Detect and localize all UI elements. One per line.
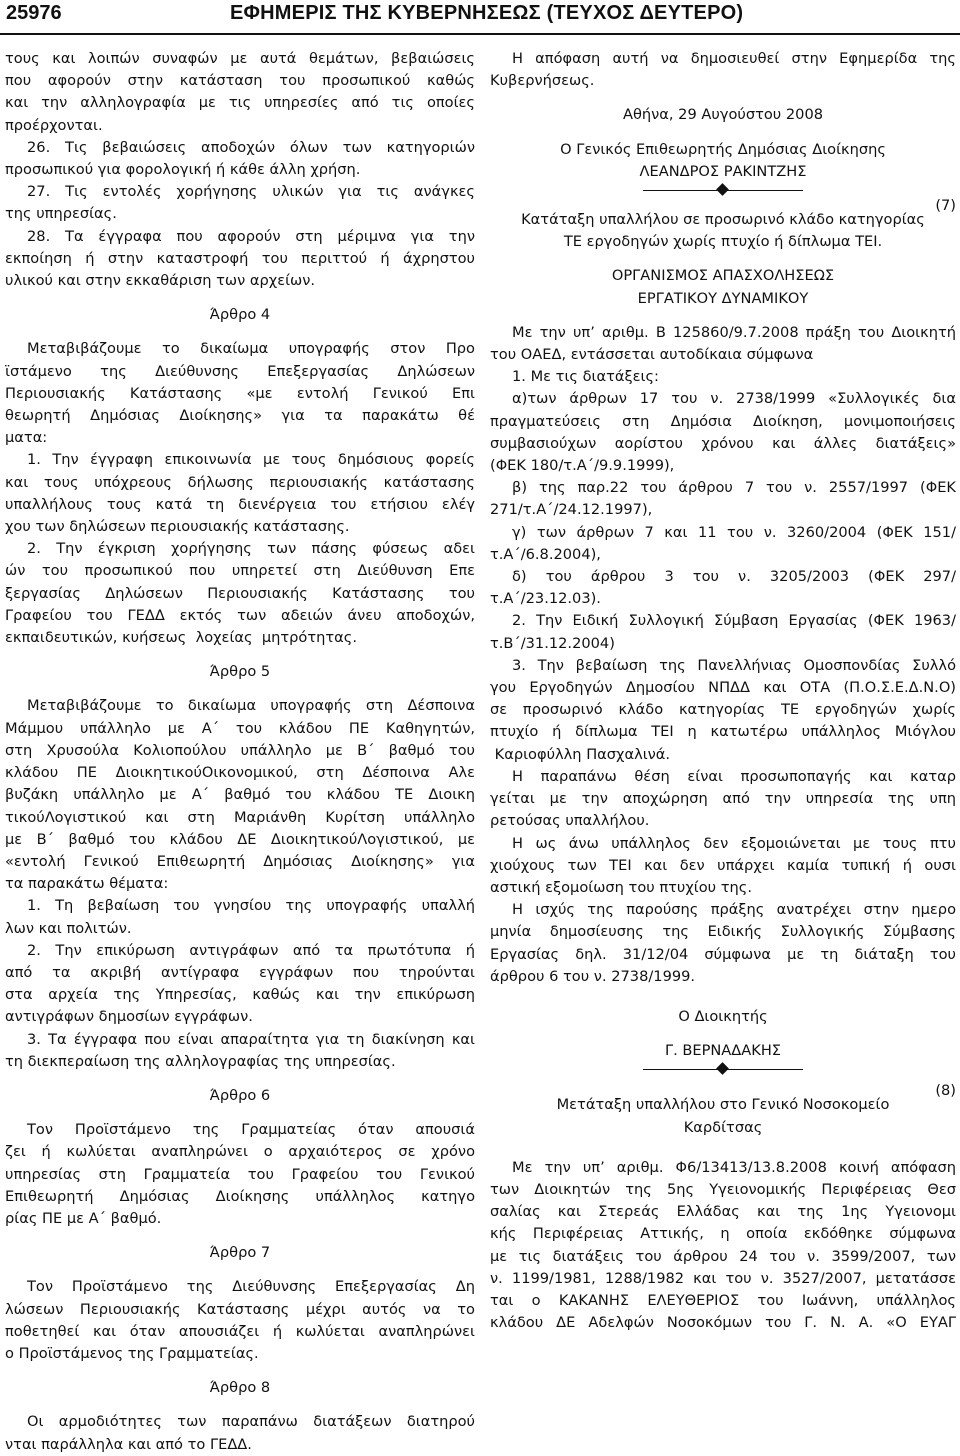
signer-name: Γ. ΒΕΡΝΑΔΑΚΗΣ	[664, 1042, 782, 1060]
text-line: κλάδου ΔΕ Αδελφών Νοσοκόμων του Γ. Ν. Α. «Ο ΕΥΑΓ	[490, 1314, 956, 1332]
text-line: ξεργασίας Δηλώσεων Περιουσιακής Κατάστασης του	[5, 584, 475, 602]
text-line: κής Περιφέρειας Αττικής, η οποία εκδόθηκε σύμφωνα	[490, 1225, 956, 1243]
article-6-heading: Άρθρο 6	[209, 1086, 271, 1104]
text-line: της υπηρεσίας.	[5, 205, 117, 223]
text-line: Γραφείου του ΓΕΔΔ εκτός των αδειών άνευ αποδοχών,	[5, 606, 475, 624]
text-line: κλάδου ΠΕ ΔιοικητικούΟικονομικού, στη Δέσποινα Αλε	[5, 764, 475, 782]
text-line: πτυχίο ή δίπλωμα ΤΕΙ η κατωτέρω υπάλληλος Μιόγλου	[490, 723, 956, 741]
section-8-text	[490, 1157, 956, 1335]
text-line: Επιθεωρητή Δημόσιας Διοίκησης υπάλληλος κατηγο	[5, 1187, 475, 1205]
text-line: Η απόφαση αυτή να δημοσιευθεί στην Εφημερίδα της	[512, 50, 956, 67]
text-line: συμβασιούχων αορίστου χρόνου και άλλες διατάξεις»	[490, 434, 956, 452]
text-line: τ.Α΄/23.12.03).	[490, 590, 601, 608]
text-line: ών του προσωπικού που υπηρετεί στη Διεύθυνση Επε	[5, 562, 475, 580]
text-line: Τον Προϊστάμενο της Γραμματείας όταν απουσιά	[27, 1121, 475, 1139]
text-line: τους και λοιπών συναφών με αυτά θεμάτων, βεβαιώσεις	[5, 50, 475, 67]
text-line: των Διοικητών της 5ης Υγειονομικής Περιφέρειας Θεσ	[490, 1180, 956, 1198]
text-line: ζει ή κωλύεται αναπληρώνει ο αρχαιότερος σε χρόνο	[5, 1143, 475, 1161]
text-line: Εργασίας δηλ. 31/12/04 σύμφωνα με τη διάταξη του	[490, 945, 956, 963]
header-rule	[0, 33, 960, 35]
text-line: ρίας ΠΕ με Α΄ βαθμό.	[5, 1209, 162, 1227]
article-5-intro	[5, 695, 475, 895]
text-line: Μεταβιβάζουμε το δικαίωμα υπογραφής στον Προ	[27, 340, 475, 358]
section-divider	[643, 1062, 803, 1076]
text-line: σαλίας και Στερεάς Ελλάδας και της 1ης Υγειονομι	[490, 1203, 956, 1221]
article-7-heading: Άρθρο 7	[209, 1244, 271, 1262]
article-4-item-2	[5, 538, 475, 649]
article-5-item-2	[5, 940, 475, 1029]
right-column	[490, 48, 956, 1334]
text-line: στη Χρυσούλα Κολιοπούλου υπάλληλο με Β΄ βαθμό του	[5, 741, 475, 759]
text-line: τη διεκπεραίωση της αλληλογραφίας της υπηρεσίας.	[5, 1052, 396, 1070]
text-line: α)των άρθρων 17 του ν. 2738/1999 «Συλλογικές δια	[512, 390, 956, 408]
text-line: 28. Τα έγγραφα που αφορούν στη μέριμνα για την	[27, 227, 475, 245]
text-line: 3. Τα έγγραφα που είναι απαραίτητα για τη διακίνηση και	[27, 1030, 475, 1048]
text-line: Τον Προϊστάμενο της Διεύθυνσης Επεξεργασίας Δη	[27, 1278, 475, 1296]
text-line: άρθρου 6 του ν. 2738/1999.	[490, 967, 696, 985]
text-line: γου Εργοδηγών Δημοσίου ΝΠΔΔ και ΟΤΑ (Π.Ο.Σ.Ε.Δ.Ν.Ο)	[490, 679, 956, 697]
text-line: υπηρεσίας στη Γραμματεία του Γραφείου του Γενικού	[5, 1165, 475, 1183]
article-8-text	[5, 1411, 475, 1455]
text-line: υπαλλήλους τους κατά τη διενέργεια του ετήσιου ελέγ	[5, 495, 475, 513]
article-5-heading: Άρθρο 5	[209, 663, 271, 681]
text-line: εκπαιδευτικών, κυήσεως λοχείας μητρότητας.	[5, 629, 358, 647]
article-4-item-1	[5, 449, 475, 538]
text-line: χιούχους των ΤΕΙ και δεν υπάρχει καμία τυπική ή ουσι	[490, 856, 956, 874]
text-line: σε προσωρινό κλάδο κατηγορίας ΤΕ εργοδηγών χωρίς	[490, 701, 956, 719]
article-7-text	[5, 1276, 475, 1365]
text-line: βυζάκη υπάλληλο με Α΄ βαθμό του κλάδου ΤΕ Διοικη	[5, 786, 475, 804]
article-4-intro	[5, 338, 475, 449]
text-line: 26. Τις βεβαιώσεις αποδοχών όλων των κατηγοριών	[27, 138, 475, 156]
text-line: Μάμμου υπάλληλο με Α΄ του κλάδου ΠΕ Καθηγητών,	[5, 719, 475, 737]
gazette-title: ΕΦΗΜΕΡΙΣ ΤΗΣ ΚΥΒΕΡΝΗΣΕΩΣ (ΤΕΥΧΟΣ ΔΕΥΤΕΡΟ)	[230, 2, 744, 24]
signer-name: ΛΕΑΝΔΡΟΣ ΡΑΚΙΝΤΖΗΣ	[639, 162, 807, 180]
section-7-intro	[490, 322, 956, 366]
text-line: τ.Β΄/31.12.2004)	[490, 634, 615, 652]
section-divider	[643, 183, 803, 197]
text-line: ματα:	[5, 429, 48, 447]
text-line: Περιουσιακής Κατάστασης «με εντολή Γενικού Επι	[5, 384, 475, 402]
text-line: β) της παρ.22 του άρθρου 7 του ν. 2557/1997 (ΦΕΚ	[512, 479, 956, 497]
text-line: τικούΛογιστικού και στη Μαριάνθη Κυρίτση υπάλληλο	[5, 808, 475, 826]
article-8-heading: Άρθρο 8	[209, 1379, 271, 1397]
text-line: 2. Την Ειδική Συλλογική Σύμβαση Εργασίας (ΦΕΚ 1963/	[512, 612, 956, 630]
text-line: πραγματεύσεις στη Δημόσια Διοίκηση, μονιμοποιήσεις	[490, 412, 956, 430]
text-line: 1. Με τις διατάξεις:	[512, 368, 659, 386]
page-number: 25976	[6, 2, 62, 24]
text-line: 27. Τις εντολές χορήγησης υλικών για τις ανάγκες	[27, 183, 475, 201]
text-line: 1. Τη βεβαίωση του γνησίου της υπογραφής υπαλλή	[27, 897, 475, 915]
text-line: θεωρητή Δημόσιας Διοίκησης» για τα παρακάτω θέ	[5, 407, 475, 425]
text-line: από τα ακριβή αντίγραφα εγγράφων που τηρούνται	[5, 963, 475, 981]
text-line: υλικού και στην εκκαθάριση των αρχείων.	[5, 272, 316, 290]
paragraph-continuation	[5, 48, 475, 137]
text-line: Με την υπ’ αριθμ. Φ6/13413/13.8.2008 κοινή απόφαση	[512, 1158, 956, 1176]
text-line: ΤΕ εργοδηγών χωρίς πτυχίο ή δίπλωμα ΤΕΙ.	[563, 233, 883, 251]
text-line: προσωπικού για φορολογική ή κάθε άλλη χρήση.	[5, 161, 361, 179]
signer-role: Ο Διοικητής	[678, 1007, 768, 1025]
text-line: προέρχονται.	[5, 116, 103, 134]
provision-2	[490, 610, 956, 654]
section-7-paragraph	[490, 766, 956, 833]
text-line: δ) του άρθρου 3 του ν. 3205/2003 (ΦΕΚ 297/	[512, 568, 956, 586]
diamond-icon	[716, 1062, 729, 1075]
text-line: Κατάταξη υπαλλήλου σε προσωρινό κλάδο κατηγορίας	[521, 211, 925, 229]
text-line: Μετάταξη υπαλλήλου στο Γενικό Νοσοκομείο	[556, 1096, 890, 1114]
provision-d	[490, 566, 956, 610]
text-line: Καριοφύλλη Πασχαλινά.	[490, 745, 671, 763]
text-line: ρετούσας υπαλλήλου.	[490, 812, 650, 830]
place-date: Αθήνα, 29 Αυγούστου 2008	[622, 106, 824, 124]
text-line: με τις διατάξεις του άρθρου 24 του ν. 3599/2007, των	[490, 1247, 956, 1265]
left-column	[5, 48, 475, 1456]
text-line: Οι αρμοδιότητες των παραπάνω διατάξεων διατηρού	[27, 1413, 475, 1431]
text-line: ν. 1199/1981, 1288/1982 και του ν. 3527/2007, μετατάσσε	[490, 1269, 956, 1287]
text-line: 2. Την επικύρωση αντιγράφων από τα πρωτότυπα ή	[27, 941, 475, 959]
text-line: 1. Την έγγραφη επικοινωνία με τους δημόσιους φορείς	[27, 451, 475, 469]
text-line: που αφορούν στην κατάσταση του προσωπικού καθώς	[5, 72, 475, 90]
text-line: με Β΄ βαθμό του κλάδου ΔΕ ΔιοικητικούΛογιστικού, με	[5, 830, 475, 848]
text-line: λων και πολιτών.	[5, 919, 132, 937]
text-line: Η ισχύς της παρούσης πράξης ανατρέχει στην ημερο	[512, 901, 956, 919]
article-5-item-3	[5, 1029, 475, 1073]
text-line: ο Προϊστάμενος της Γραμματείας.	[5, 1344, 259, 1362]
provision-3	[490, 655, 956, 766]
text-line: Με την υπ’ αριθμ. Β 125860/9.7.2008 πράξη του Διοικητή	[512, 323, 956, 341]
text-line: αντιγράφων δημοσίων εγγράφων.	[5, 1008, 253, 1026]
publication-note	[490, 48, 956, 92]
text-line: «εντολή Γενικού Επιθεωρητή Δημόσιας Διοίκησης» για	[5, 852, 475, 870]
text-line: τα παρακάτω θέματα:	[5, 875, 169, 893]
section-7-title	[490, 197, 956, 253]
section-7-paragraph	[490, 833, 956, 900]
text-line: ποθετηθεί και όταν απουσιάζει ή κωλύεται αναπληρώνει	[5, 1322, 475, 1340]
text-line: ϊστάμενο της Διεύθυνσης Επεξεργασίας Δηλώσεων	[5, 362, 475, 380]
provision-b	[490, 477, 956, 521]
text-line: Η ως άνω υπάλληλος δεν εξομοιώνεται με τους πτυ	[512, 834, 956, 852]
text-line: τ.Α΄/6.8.2004),	[490, 545, 601, 563]
text-line: του ΟΑΕΔ, εντάσσεται αυτοδίκαια σύμφωνα	[490, 346, 814, 364]
text-line: (ΦΕΚ 180/τ.Α΄/9.9.1999),	[490, 457, 675, 475]
text-line: και την αλληλογραφία με τις υπηρεσίες από τις οποίες	[5, 94, 475, 112]
text-line: 3. Την βεβαίωση της Πανελλήνιας Ομοσπονδίας Συλλό	[512, 656, 956, 674]
provision-c	[490, 522, 956, 566]
section-7-paragraph	[490, 899, 956, 988]
article-5-item-1	[5, 895, 475, 939]
item-26	[5, 137, 475, 181]
text-line: Καρδίτσας	[683, 1118, 763, 1136]
text-line: λώσεων Περιουσιακής Κατάστασης μέχρι αυτός να το	[5, 1300, 475, 1318]
section-8-title	[490, 1082, 956, 1138]
article-6-text	[5, 1119, 475, 1230]
section-number: (7)	[935, 197, 956, 215]
text-line: ται ο ΚΑΚΑΝΗΣ ΕΛΕΥΘΕΡΙΟΣ του Ιωάννη, υπάλληλος	[490, 1291, 956, 1309]
text-line: αστική εξομοίωση του πτυχίου της.	[490, 878, 752, 896]
text-line: Κυβερνήσεως.	[490, 72, 595, 90]
text-line: εκποίηση ή στην καταστροφή του περιττού ή άχρηστου	[5, 249, 475, 267]
text-line: και τους υπόχρεους δήλωσης περιουσιακής κατάστασης	[5, 473, 475, 491]
text-line: γείται με την αποχώρηση από την υπηρεσία της υπη	[490, 790, 956, 808]
text-line: 2. Την έγκριση χορήγησης των πάσης φύσεως αδει	[27, 540, 475, 558]
org-name: ΟΡΓΑΝΙΣΜΟΣ ΑΠΑΣΧΟΛΗΣΕΩΣ	[611, 267, 835, 285]
item-27	[5, 181, 475, 225]
section-number: (8)	[935, 1082, 956, 1100]
text-line: γ) των άρθρων 7 και 11 του ν. 3260/2004 (ΦΕΚ 151/	[512, 523, 956, 541]
diamond-icon	[716, 183, 729, 196]
text-line: 271/τ.Α΄/24.12.1997),	[490, 501, 653, 519]
signer-role: Ο Γενικός Επιθεωρητής Δημόσιας Διοίκησης	[560, 140, 886, 158]
page-header	[0, 0, 960, 32]
article-4-heading: Άρθρο 4	[209, 306, 271, 324]
item-28	[5, 226, 475, 293]
text-line: μηνία δημοσίευσης της Ειδικής Συλλογικής Σύμβασης	[490, 923, 956, 941]
text-line: Μεταβιβάζουμε το δικαίωμα υπογραφής στη Δέσποινα	[27, 697, 475, 715]
text-line: στα αρχεία της Υπηρεσίας, καθώς και την επικύρωση	[5, 986, 475, 1004]
provision-a	[490, 388, 956, 477]
text-line: χου των δηλώσεων περιουσιακής κατάστασης.	[5, 518, 350, 536]
org-name: ΕΡΓΑΤΙΚΟΥ ΔΥΝΑΜΙΚΟΥ	[637, 289, 809, 307]
text-line: νται παράλληλα και από το ΓΕΔΔ.	[5, 1435, 252, 1453]
text-line: Η παραπάνω θέση είναι προσωποπαγής και καταρ	[512, 767, 956, 785]
